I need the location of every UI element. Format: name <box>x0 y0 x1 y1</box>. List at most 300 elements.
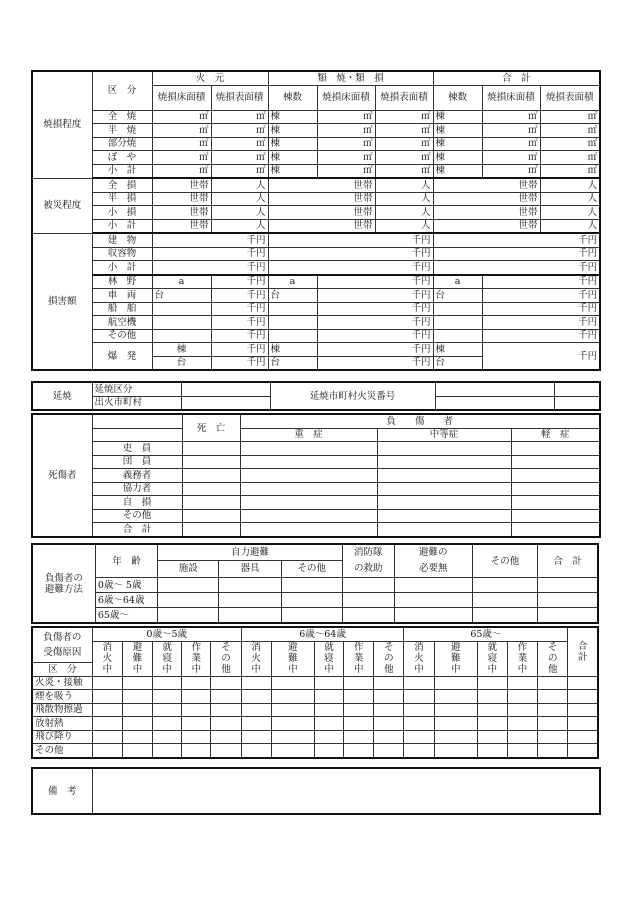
unit-label[interactable]: 千円 <box>317 329 433 343</box>
unit-label[interactable]: ㎡ <box>375 137 433 151</box>
input-cell[interactable] <box>377 455 511 469</box>
input-cell[interactable] <box>240 442 377 456</box>
unit-label[interactable]: 千円 <box>433 233 600 247</box>
input-cell[interactable] <box>477 676 507 690</box>
input-cell[interactable] <box>374 690 404 704</box>
unit-label[interactable]: ㎡ <box>152 151 211 165</box>
unit-label[interactable]: ㎡ <box>375 164 433 178</box>
unit-label[interactable]: 千円 <box>482 316 600 330</box>
unit-label[interactable]: ㎡ <box>211 124 268 138</box>
input-cell[interactable] <box>158 608 219 624</box>
injury-cause-title-line2: 受傷原因 <box>43 647 82 658</box>
fire-brigade-rescue-header-line2: の救助 <box>354 563 383 574</box>
unit-label[interactable]: 台 <box>433 289 482 303</box>
input-cell[interactable] <box>568 744 598 758</box>
input-cell[interactable] <box>433 329 482 343</box>
input-cell[interactable] <box>344 703 374 717</box>
input-cell[interactable] <box>342 578 394 593</box>
unit-label[interactable]: ㎡ <box>317 124 375 138</box>
corner-cell[interactable] <box>92 428 182 442</box>
unit-label[interactable]: 千円 <box>152 261 268 275</box>
input-cell[interactable] <box>268 316 317 330</box>
casualty-row-label: 吏 員 <box>92 442 182 456</box>
input-cell[interactable] <box>152 316 211 330</box>
cause-row-label: 放射熱 <box>32 717 92 731</box>
input-cell[interactable] <box>507 744 537 758</box>
unit-label[interactable]: 世帯 <box>433 206 540 220</box>
age-group-header: 0歳～5歳 <box>92 627 241 641</box>
input-cell[interactable] <box>152 329 211 343</box>
input-cell[interactable] <box>182 482 240 496</box>
unit-label[interactable]: ㎡ <box>152 110 211 124</box>
unit-label[interactable]: 人 <box>540 206 600 220</box>
input-cell[interactable] <box>314 717 343 731</box>
unit-label[interactable]: 千円 <box>211 302 268 316</box>
unit-label[interactable]: 世帯 <box>268 219 375 233</box>
input-cell[interactable] <box>92 703 122 717</box>
remarks-field[interactable] <box>92 768 600 814</box>
input-cell[interactable] <box>158 578 219 593</box>
unit-label[interactable]: 千円 <box>482 329 600 343</box>
unit-label[interactable]: 千円 <box>211 289 268 303</box>
input-cell[interactable] <box>507 730 537 744</box>
unit-label[interactable]: 千円 <box>317 356 433 370</box>
input-cell[interactable] <box>314 690 343 704</box>
unit-label[interactable]: 千円 <box>317 275 433 289</box>
input-cell[interactable] <box>507 676 537 690</box>
casualties-title: 死傷者 <box>32 414 92 537</box>
input-cell[interactable] <box>211 703 241 717</box>
input-cell[interactable] <box>377 509 511 523</box>
input-cell[interactable] <box>314 730 343 744</box>
input-cell[interactable] <box>404 690 434 704</box>
unit-label[interactable]: 千円 <box>482 275 600 289</box>
unit-label[interactable]: 人 <box>211 219 268 233</box>
input-cell[interactable] <box>374 730 404 744</box>
unit-label[interactable]: 棟 <box>433 164 482 178</box>
unit-label[interactable]: ㎡ <box>152 124 211 138</box>
input-cell[interactable] <box>477 744 507 758</box>
input-cell[interactable] <box>374 676 404 690</box>
casualty-row-label: 合 計 <box>92 523 182 537</box>
input-cell[interactable] <box>404 703 434 717</box>
unit-label[interactable]: ㎡ <box>375 110 433 124</box>
input-cell[interactable] <box>394 608 472 624</box>
column-header: 焼損表面積 <box>540 85 600 110</box>
input-cell[interactable] <box>153 703 182 717</box>
input-cell[interactable] <box>538 703 568 717</box>
unit-label[interactable]: 世帯 <box>152 178 211 192</box>
input-cell[interactable] <box>182 703 211 717</box>
unit-label[interactable]: 台 <box>152 356 211 370</box>
input-cell[interactable] <box>314 676 343 690</box>
unit-label[interactable]: ㎡ <box>152 137 211 151</box>
input-cell[interactable] <box>394 593 472 608</box>
input-cell[interactable] <box>241 703 271 717</box>
input-cell[interactable] <box>182 496 240 510</box>
input-cell[interactable] <box>511 469 600 483</box>
input-cell[interactable] <box>240 455 377 469</box>
input-cell[interactable] <box>240 523 377 537</box>
cause-row-label: 飛散物擦過 <box>32 703 92 717</box>
input-cell[interactable] <box>211 744 241 758</box>
input-cell[interactable] <box>538 676 568 690</box>
input-cell[interactable] <box>271 744 314 758</box>
unit-label[interactable]: 人 <box>211 192 268 206</box>
unit-label[interactable]: ㎡ <box>211 137 268 151</box>
input-cell[interactable] <box>240 509 377 523</box>
input-cell[interactable] <box>434 744 477 758</box>
input-cell[interactable] <box>472 608 537 624</box>
damage-row-label: その他 <box>92 329 152 343</box>
unit-label[interactable]: 世帯 <box>152 192 211 206</box>
input-cell[interactable] <box>374 717 404 731</box>
unit-label[interactable]: 人 <box>375 178 433 192</box>
input-cell[interactable] <box>314 703 343 717</box>
input-cell[interactable] <box>153 744 182 758</box>
input-cell[interactable] <box>568 717 598 731</box>
input-cell[interactable] <box>434 676 477 690</box>
input-cell[interactable] <box>122 676 152 690</box>
input-cell[interactable] <box>344 676 374 690</box>
input-cell[interactable] <box>538 717 568 731</box>
unit-label[interactable]: 人 <box>375 206 433 220</box>
input-cell[interactable] <box>240 482 377 496</box>
input-cell[interactable] <box>314 744 343 758</box>
input-cell[interactable] <box>219 608 281 624</box>
input-cell[interactable] <box>122 717 152 731</box>
unit-label[interactable]: ㎡ <box>152 164 211 178</box>
unit-label[interactable]: 人 <box>375 219 433 233</box>
unit-label[interactable]: ㎡ <box>540 137 600 151</box>
input-cell[interactable] <box>568 703 598 717</box>
input-cell[interactable] <box>404 717 434 731</box>
input-cell[interactable] <box>344 717 374 731</box>
no-evac-needed-header <box>394 544 472 578</box>
input-cell[interactable] <box>182 523 240 537</box>
unit-label[interactable]: 棟 <box>268 124 317 138</box>
unit-label[interactable]: ㎡ <box>211 110 268 124</box>
unit-label[interactable]: 千円 <box>268 247 433 261</box>
input-cell[interactable] <box>122 730 152 744</box>
unit-label[interactable]: ㎡ <box>317 164 375 178</box>
input-cell[interactable] <box>153 730 182 744</box>
unit-label[interactable]: 千円 <box>211 316 268 330</box>
input-cell[interactable] <box>240 496 377 510</box>
input-cell[interactable] <box>477 717 507 731</box>
input-cell[interactable] <box>377 482 511 496</box>
self-evac-subheader: その他 <box>281 560 342 577</box>
origin-municipality-value[interactable] <box>181 396 270 410</box>
input-cell[interactable] <box>377 442 511 456</box>
unit-label[interactable]: 世帯 <box>268 206 375 220</box>
input-cell[interactable] <box>182 717 211 731</box>
unit-label[interactable]: 世帯 <box>433 219 540 233</box>
severity-header: 中等症 <box>377 428 511 442</box>
unit-label[interactable]: 棟 <box>433 110 482 124</box>
unit-label[interactable]: 台 <box>152 289 211 303</box>
unit-label[interactable]: 千円 <box>433 261 600 275</box>
unit-label[interactable]: ㎡ <box>317 137 375 151</box>
unit-label[interactable]: 棟 <box>433 343 482 357</box>
unit-label[interactable]: ㎡ <box>540 164 600 178</box>
unit-label[interactable]: a <box>268 275 317 289</box>
input-cell[interactable] <box>271 676 314 690</box>
input-cell[interactable] <box>344 744 374 758</box>
input-cell[interactable] <box>271 717 314 731</box>
input-cell[interactable] <box>538 730 568 744</box>
input-cell[interactable] <box>92 717 122 731</box>
unit-label[interactable]: 世帯 <box>152 206 211 220</box>
unit-label[interactable]: 世帯 <box>268 178 375 192</box>
input-cell[interactable] <box>344 730 374 744</box>
unit-label[interactable]: ㎡ <box>211 151 268 165</box>
unit-label[interactable]: ㎡ <box>317 110 375 124</box>
input-cell[interactable] <box>271 703 314 717</box>
input-cell[interactable] <box>511 509 600 523</box>
input-cell[interactable] <box>342 608 394 624</box>
input-cell[interactable] <box>211 730 241 744</box>
unit-label[interactable]: 人 <box>540 192 600 206</box>
input-cell[interactable] <box>182 730 211 744</box>
input-cell[interactable] <box>511 523 600 537</box>
input-cell[interactable] <box>342 593 394 608</box>
unit-label[interactable]: 世帯 <box>433 192 540 206</box>
unit-label[interactable]: 千円 <box>268 261 433 275</box>
unit-label[interactable]: ㎡ <box>375 124 433 138</box>
unit-label[interactable]: a <box>152 275 211 289</box>
unit-label[interactable]: 棟 <box>433 151 482 165</box>
input-cell[interactable] <box>538 578 598 593</box>
unit-label[interactable]: 世帯 <box>268 192 375 206</box>
input-cell[interactable] <box>182 744 211 758</box>
unit-label[interactable]: 千円 <box>317 316 433 330</box>
input-cell[interactable] <box>153 717 182 731</box>
input-cell[interactable] <box>434 703 477 717</box>
input-cell[interactable] <box>477 690 507 704</box>
unit-label[interactable]: 台 <box>433 356 482 370</box>
input-cell[interactable] <box>271 690 314 704</box>
input-cell[interactable] <box>472 593 537 608</box>
input-cell[interactable] <box>122 690 152 704</box>
input-cell[interactable] <box>211 717 241 731</box>
unit-label[interactable]: ㎡ <box>540 124 600 138</box>
unit-label[interactable]: 千円 <box>211 275 268 289</box>
input-cell[interactable] <box>92 690 122 704</box>
input-cell[interactable] <box>92 744 122 758</box>
unit-label[interactable]: ㎡ <box>540 110 600 124</box>
input-cell[interactable] <box>182 455 240 469</box>
input-cell[interactable] <box>281 593 342 608</box>
input-cell[interactable] <box>394 578 472 593</box>
input-cell[interactable] <box>344 690 374 704</box>
unit-label[interactable]: 千円 <box>317 302 433 316</box>
unit-label[interactable]: 千円 <box>211 329 268 343</box>
unit-label[interactable]: 世帯 <box>152 219 211 233</box>
unit-label[interactable]: 千円 <box>482 289 600 303</box>
input-cell[interactable] <box>477 703 507 717</box>
remarks-table <box>31 767 601 815</box>
column-header: 棟数 <box>268 85 317 110</box>
corner-cell[interactable] <box>92 414 182 428</box>
input-cell[interactable] <box>241 690 271 704</box>
input-cell[interactable] <box>511 496 600 510</box>
unit-label[interactable]: 棟 <box>152 343 211 357</box>
input-cell[interactable] <box>182 469 240 483</box>
unit-label[interactable]: 千円 <box>268 233 433 247</box>
spread-type-label: 延焼区分 <box>92 382 181 396</box>
input-cell[interactable] <box>568 676 598 690</box>
unit-label[interactable]: 人 <box>211 206 268 220</box>
input-cell[interactable] <box>268 329 317 343</box>
cause-row-label: 飛び降り <box>32 730 92 744</box>
input-cell[interactable] <box>281 608 342 624</box>
input-cell[interactable] <box>377 496 511 510</box>
unit-label[interactable]: 千円 <box>317 343 433 357</box>
situation-header: 消 火 中 <box>92 641 122 676</box>
unit-label[interactable]: a <box>433 275 482 289</box>
other-header: その他 <box>472 544 537 578</box>
unit-label[interactable]: 千円 <box>211 343 268 357</box>
input-cell[interactable] <box>122 703 152 717</box>
unit-label[interactable]: ㎡ <box>482 137 540 151</box>
input-cell[interactable] <box>374 703 404 717</box>
input-cell[interactable] <box>511 482 600 496</box>
unit-label[interactable]: ㎡ <box>317 151 375 165</box>
input-cell[interactable] <box>240 469 377 483</box>
unit-label[interactable]: 棟 <box>268 137 317 151</box>
input-cell[interactable] <box>568 690 598 704</box>
unit-label[interactable]: 棟 <box>433 137 482 151</box>
unit-label[interactable]: 千円 <box>433 247 600 261</box>
input-cell[interactable] <box>434 717 477 731</box>
input-cell[interactable] <box>538 593 598 608</box>
unit-label[interactable]: 千円 <box>152 233 268 247</box>
unit-label[interactable]: 人 <box>540 178 600 192</box>
input-cell[interactable] <box>211 676 241 690</box>
input-cell[interactable] <box>377 523 511 537</box>
unit-label[interactable]: 千円 <box>152 247 268 261</box>
unit-label[interactable]: 棟 <box>433 124 482 138</box>
situation-header: 作 業 中 <box>507 641 537 676</box>
input-cell[interactable] <box>511 455 600 469</box>
unit-label[interactable]: 人 <box>211 178 268 192</box>
unit-label[interactable]: 千円 <box>211 356 268 370</box>
unit-label[interactable]: 棟 <box>268 110 317 124</box>
input-cell[interactable] <box>241 730 271 744</box>
input-cell[interactable] <box>434 690 477 704</box>
input-cell[interactable] <box>538 744 568 758</box>
unit-label[interactable]: 台 <box>268 289 317 303</box>
input-cell[interactable] <box>433 316 482 330</box>
unit-label[interactable]: 棟 <box>268 151 317 165</box>
unit-label[interactable]: 人 <box>375 192 433 206</box>
unit-label[interactable]: ㎡ <box>482 164 540 178</box>
self-evac-header: 自力避難 <box>158 544 343 560</box>
age-header: 年 齢 <box>95 544 157 578</box>
input-cell[interactable] <box>219 578 281 593</box>
input-cell[interactable] <box>211 690 241 704</box>
input-cell[interactable] <box>538 608 598 624</box>
input-cell[interactable] <box>182 676 211 690</box>
evacuation-table <box>31 543 599 624</box>
burn-row-label: 全 焼 <box>92 110 152 124</box>
damage-amount-title: 損害額 <box>32 233 92 370</box>
input-cell[interactable] <box>477 730 507 744</box>
spread-title: 延焼 <box>32 382 92 410</box>
input-cell[interactable] <box>472 578 537 593</box>
situation-header: 避 難 中 <box>434 641 477 676</box>
input-cell[interactable] <box>153 690 182 704</box>
input-cell[interactable] <box>507 690 537 704</box>
input-cell[interactable] <box>182 442 240 456</box>
unit-label[interactable]: ㎡ <box>482 110 540 124</box>
input-cell[interactable] <box>374 744 404 758</box>
unit-label[interactable]: 人 <box>540 219 600 233</box>
input-cell[interactable] <box>219 593 281 608</box>
unit-label[interactable]: 棟 <box>268 343 317 357</box>
input-cell[interactable] <box>153 676 182 690</box>
unit-label[interactable]: 千円 <box>482 343 600 371</box>
input-cell[interactable] <box>404 676 434 690</box>
situation-header: 就 寝 中 <box>477 641 507 676</box>
input-cell[interactable] <box>511 442 600 456</box>
input-cell[interactable] <box>92 676 122 690</box>
spread-type-value[interactable] <box>181 382 270 396</box>
input-cell[interactable] <box>152 302 211 316</box>
unit-label[interactable]: 千円 <box>317 289 433 303</box>
input-cell[interactable] <box>241 717 271 731</box>
situation-header: そ の 他 <box>211 641 241 676</box>
input-cell[interactable] <box>377 469 511 483</box>
input-cell[interactable] <box>241 744 271 758</box>
unit-label[interactable]: 世帯 <box>433 178 540 192</box>
input-cell[interactable] <box>507 717 537 731</box>
input-cell[interactable] <box>182 690 211 704</box>
input-cell[interactable] <box>404 730 434 744</box>
group-header: 合 計 <box>433 71 600 85</box>
input-cell[interactable] <box>507 703 537 717</box>
input-cell[interactable] <box>433 302 482 316</box>
unit-label[interactable]: 台 <box>268 356 317 370</box>
input-cell[interactable] <box>568 730 598 744</box>
unit-label[interactable]: ㎡ <box>482 124 540 138</box>
situation-header: 就 寝 中 <box>153 641 182 676</box>
unit-label[interactable]: ㎡ <box>482 151 540 165</box>
input-cell[interactable] <box>268 302 317 316</box>
input-cell[interactable] <box>538 690 568 704</box>
input-cell[interactable] <box>182 509 240 523</box>
injured-header: 負 傷 者 <box>240 414 600 428</box>
input-cell[interactable] <box>404 744 434 758</box>
input-cell[interactable] <box>158 593 219 608</box>
input-cell[interactable] <box>122 744 152 758</box>
unit-label[interactable]: ㎡ <box>211 164 268 178</box>
input-cell[interactable] <box>434 730 477 744</box>
remarks-title: 備 考 <box>32 768 92 814</box>
unit-label[interactable]: ㎡ <box>540 151 600 165</box>
damage-row-label: 船 舶 <box>92 302 152 316</box>
input-cell[interactable] <box>92 730 122 744</box>
input-cell[interactable] <box>241 676 271 690</box>
casualty-row-label: その他 <box>92 509 182 523</box>
input-cell[interactable] <box>271 730 314 744</box>
unit-label[interactable]: ㎡ <box>375 151 433 165</box>
unit-label[interactable]: 千円 <box>482 302 600 316</box>
unit-label[interactable]: 棟 <box>268 164 317 178</box>
fire-brigade-rescue-header <box>342 544 394 578</box>
input-cell[interactable] <box>281 578 342 593</box>
